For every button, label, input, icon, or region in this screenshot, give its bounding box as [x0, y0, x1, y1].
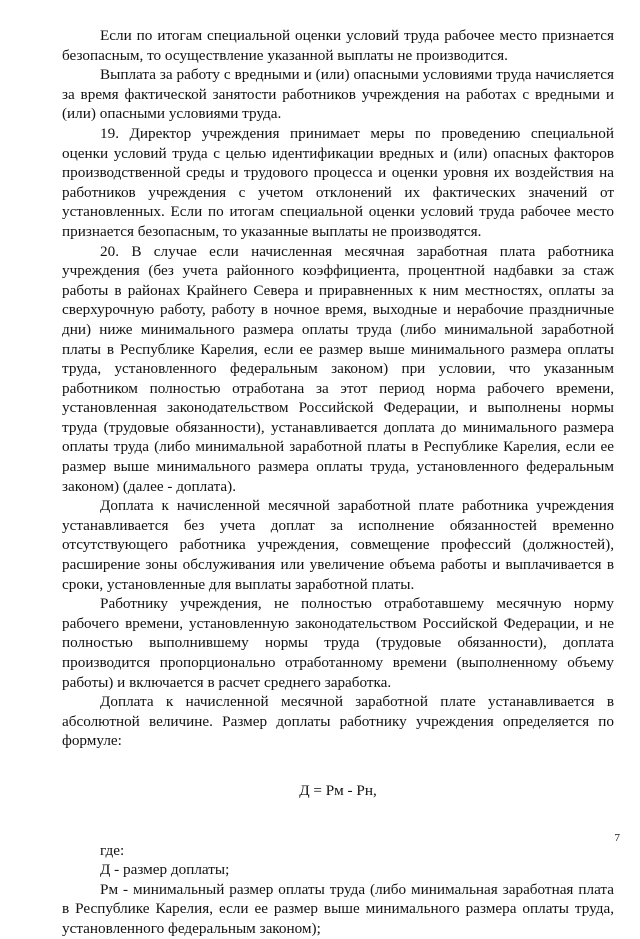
paragraph-3: 19. Директор учреждения принимает меры по проведению специальной оценки условий труда с целью идентификации вредных и (или) опасных факторов производственной среды и трудового процесса и оценки уровня их воздействия на работников учреждения с учетом отклонений их фактических значений от установленных. Если по итогам специальной оценки условий труда рабочее место признается безопасным, то указанные выплаты не производятся.	[62, 124, 614, 240]
page-number: 7	[614, 832, 620, 844]
where-label: где:	[100, 841, 125, 859]
paragraph-7: Доплата к начисленной месячной заработной плате устанавливается в абсолютной величине. Размер доплаты работнику учреждения определяется по формуле:	[62, 693, 614, 750]
paragraph-6: Работнику учреждения, не полностью отработавшему месячную норму рабочего времени, установленную законодательством Российской Федерации, и не полностью выполнившему нормы труда (трудовые обязанности), доплата производится пропорционально отработанному времени (выполненному объему работы) и включается в расчет среднего заработка.	[62, 595, 614, 691]
formula: Д = Рм - Рн,	[299, 781, 377, 799]
paragraph-4: 20. В случае если начисленная месячная заработная плата работника учреждения (без учета районного коэффициента, процентной надбавки за стаж работы в районах Крайнего Севера и приравненных к ним местностях, оплаты за сверхурочную работу, работу в ночное время, выходные и нерабочие праздничные дни) ниже минимального размера оплаты труда (либо минимальной заработной платы в Республике Карелия, если ее размер выше минимального размера оплаты труда, установленного федеральным законом) при условии, что указанным работником полностью отработана за этот период норма рабочего времени, установленная законодательством Российской Федерации, и выполнены нормы труда (трудовые обязанности), устанавливается доплата до минимального размера оплаты труда (либо минимальной заработной платы в Республике Карелия, если ее размер выше минимального размера оплаты труда, установленного федеральным законом) (далее - доплата).	[62, 242, 614, 495]
definition-d: Д - размер доплаты;	[100, 861, 230, 879]
definition-rm: Рм - минимальный размер оплаты труда (либо минимальная заработная плата в Республике Карелия, если ее размер выше минимального размера оплаты труда, установленного федеральным законом);	[62, 880, 614, 937]
paragraph-2: Выплата за работу с вредными и (или) опасными условиями труда начисляется за время фактической занятости работников учреждения на работах с вредными и (или) опасными условиями труда.	[62, 66, 614, 123]
document-body	[62, 26, 614, 939]
paragraph-5: Доплата к начисленной месячной заработной плате работника учреждения устанавливается без учета доплат за исполнение обязанностей временно отсутствующего работника учреждения, совмещение профессий (должностей), расширение зоны обслуживания или увеличение объема работы и выплачивается в сроки, установленные для выплаты заработной платы.	[62, 497, 614, 593]
paragraph-1: Если по итогам специальной оценки условий труда рабочее место признается безопасным, то осуществление указанной выплаты не производится.	[62, 27, 614, 64]
